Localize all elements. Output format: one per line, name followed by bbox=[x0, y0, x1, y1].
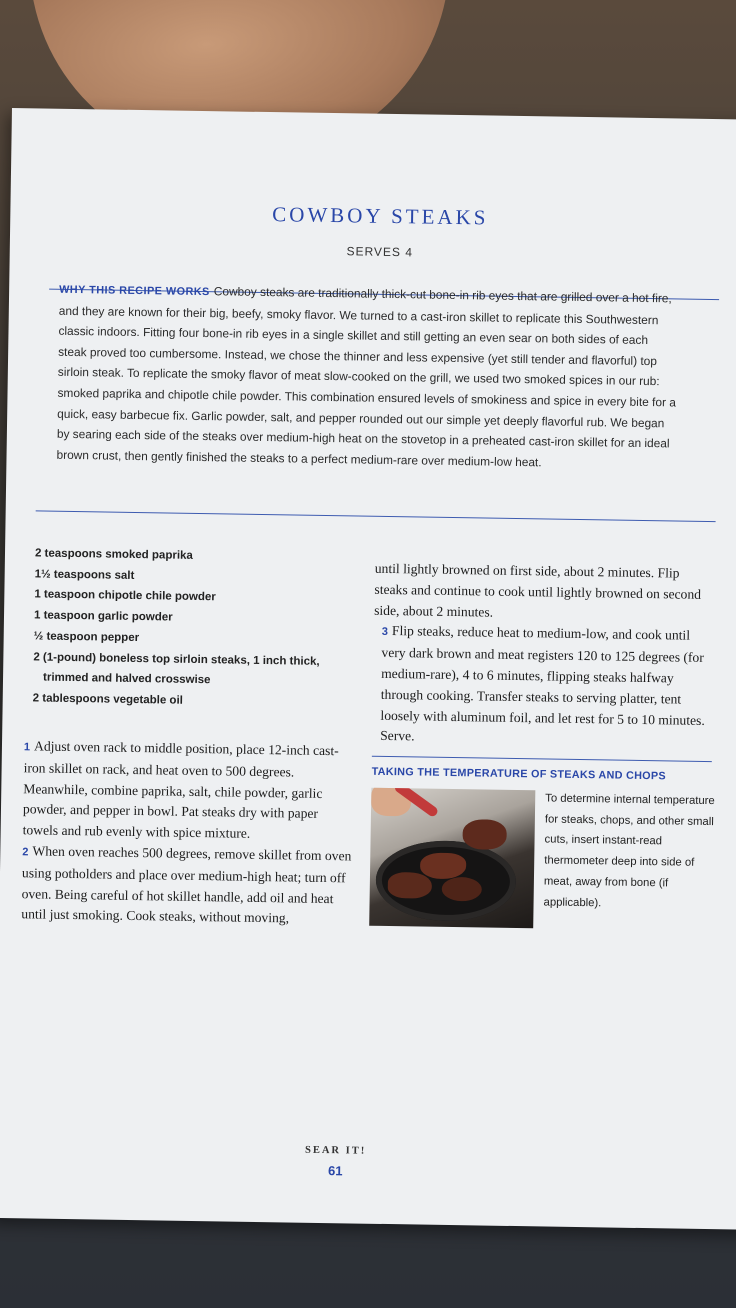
ingredient-item: 1 teaspoon chipotle chile powder bbox=[34, 588, 216, 604]
book-page bbox=[0, 108, 736, 1230]
ingredient-item: trimmed and halved crosswise bbox=[42, 671, 211, 687]
why-this-recipe-works bbox=[56, 279, 679, 475]
step-3 bbox=[372, 621, 714, 752]
why-heading: WHY THIS RECIPE WORKS bbox=[59, 283, 210, 299]
step-number: 3 bbox=[381, 626, 389, 639]
ingredient-item: 2 tablespoons vegetable oil bbox=[32, 692, 183, 707]
footer-section: SEAR IT! bbox=[304, 1144, 367, 1157]
ingredient-item: 2 teaspoons smoked paprika bbox=[34, 547, 193, 562]
skillet-steaks-photo bbox=[369, 788, 535, 929]
step-number: 2 bbox=[22, 846, 29, 859]
ingredient-list bbox=[33, 543, 356, 714]
steak-shape bbox=[420, 853, 466, 880]
recipe-title: COWBOY STEAKS bbox=[272, 202, 489, 230]
sidebar-text: To determine internal temperature for steaks, chops, and other small cuts, insert instant-read thermometer deep into side of meat, away from bone (if applicable). bbox=[543, 792, 715, 909]
ingredient-item: 1 teaspoon garlic powder bbox=[33, 609, 173, 624]
page-number: 61 bbox=[327, 1163, 343, 1179]
step-text: Flip steaks, reduce heat to medium-low, and cook until very dark brown and meat registers 120 to 125 degrees (for medium-rare), 4 to 6 minutes, flipping steaks halfway through cooking. Transfer steaks to serving platter, tent loosely with aluminum foil, and let rest for 5 to 10 minutes. Serve. bbox=[380, 623, 705, 744]
ingredient-item: 2 (1-pound) boneless top sirloin steaks, 1 inch thick, bbox=[33, 650, 320, 668]
ingredient-item: ½ teaspoon pepper bbox=[33, 630, 140, 644]
step-number: 1 bbox=[23, 741, 31, 754]
step-2-continued: until lightly browned on first side, about 2 minutes. Flip steaks and continue to cook until lightly browned on second side, about 2 minutes. bbox=[374, 560, 702, 620]
why-text: Cowboy steaks are traditionally thick-cut bone-in rib eyes that are grilled over a hot fire, and they are known for their big, beefy, smoky flavor. We turned to a cast-iron skillet to replicate this Southwestern classic indoors. Fitting four bone-in rib eyes in a single skillet and still getting an even sear on both sides of each steak proved too cumbersome. Instead, we chose the thinner and less expensive (yet still tender and flavorful) top sirloin steak. To replicate the smoky flavor of meat slow-cooked on the grill, we used two smoked spices in our rub: smoked paprika and chipotle chile powder. This combination ensured levels of smokiness and spice in every bite for a quick, easy barbecue fix. Garlic powder, salt, and pepper rounded out our simple yet deeply flavorful rub. We began by searing each side of the steaks over medium-high heat on the stovetop in a preheated cast-iron skillet for an ideal brown crust, then gently finished the steaks to a perfect medium-rare over medium-low heat. bbox=[56, 284, 677, 470]
step-2 bbox=[21, 841, 352, 930]
steps-right-column bbox=[372, 559, 715, 752]
ingredient-item: 1½ teaspoons salt bbox=[34, 568, 135, 582]
steak-shape bbox=[388, 872, 432, 899]
why-bottom-rule bbox=[36, 510, 716, 522]
step-text: When oven reaches 500 degrees, remove skillet from oven using potholders and place over medium-high heat; turn off oven. Being careful of hot skillet handle, add oil and heat until just smoking. Cook steaks, without moving, bbox=[21, 843, 352, 926]
steak-shape bbox=[442, 877, 482, 902]
sidebar-heading: TAKING THE TEMPERATURE OF STEAKS AND CHOPS bbox=[371, 765, 667, 783]
serves-label: SERVES 4 bbox=[346, 244, 414, 260]
step-1 bbox=[22, 736, 354, 846]
steak-shape bbox=[462, 819, 506, 850]
steps-left-column bbox=[21, 736, 354, 930]
sidebar-rule bbox=[372, 756, 712, 762]
step-text: Adjust oven rack to middle position, place 12-inch cast-iron skillet on rack, and heat oven to 500 degrees. Meanwhile, combine paprika, salt, chile powder, garlic powder, and pepper in bowl. Pat steaks dry with paper towels and rub evenly with spice mixture. bbox=[22, 738, 339, 842]
